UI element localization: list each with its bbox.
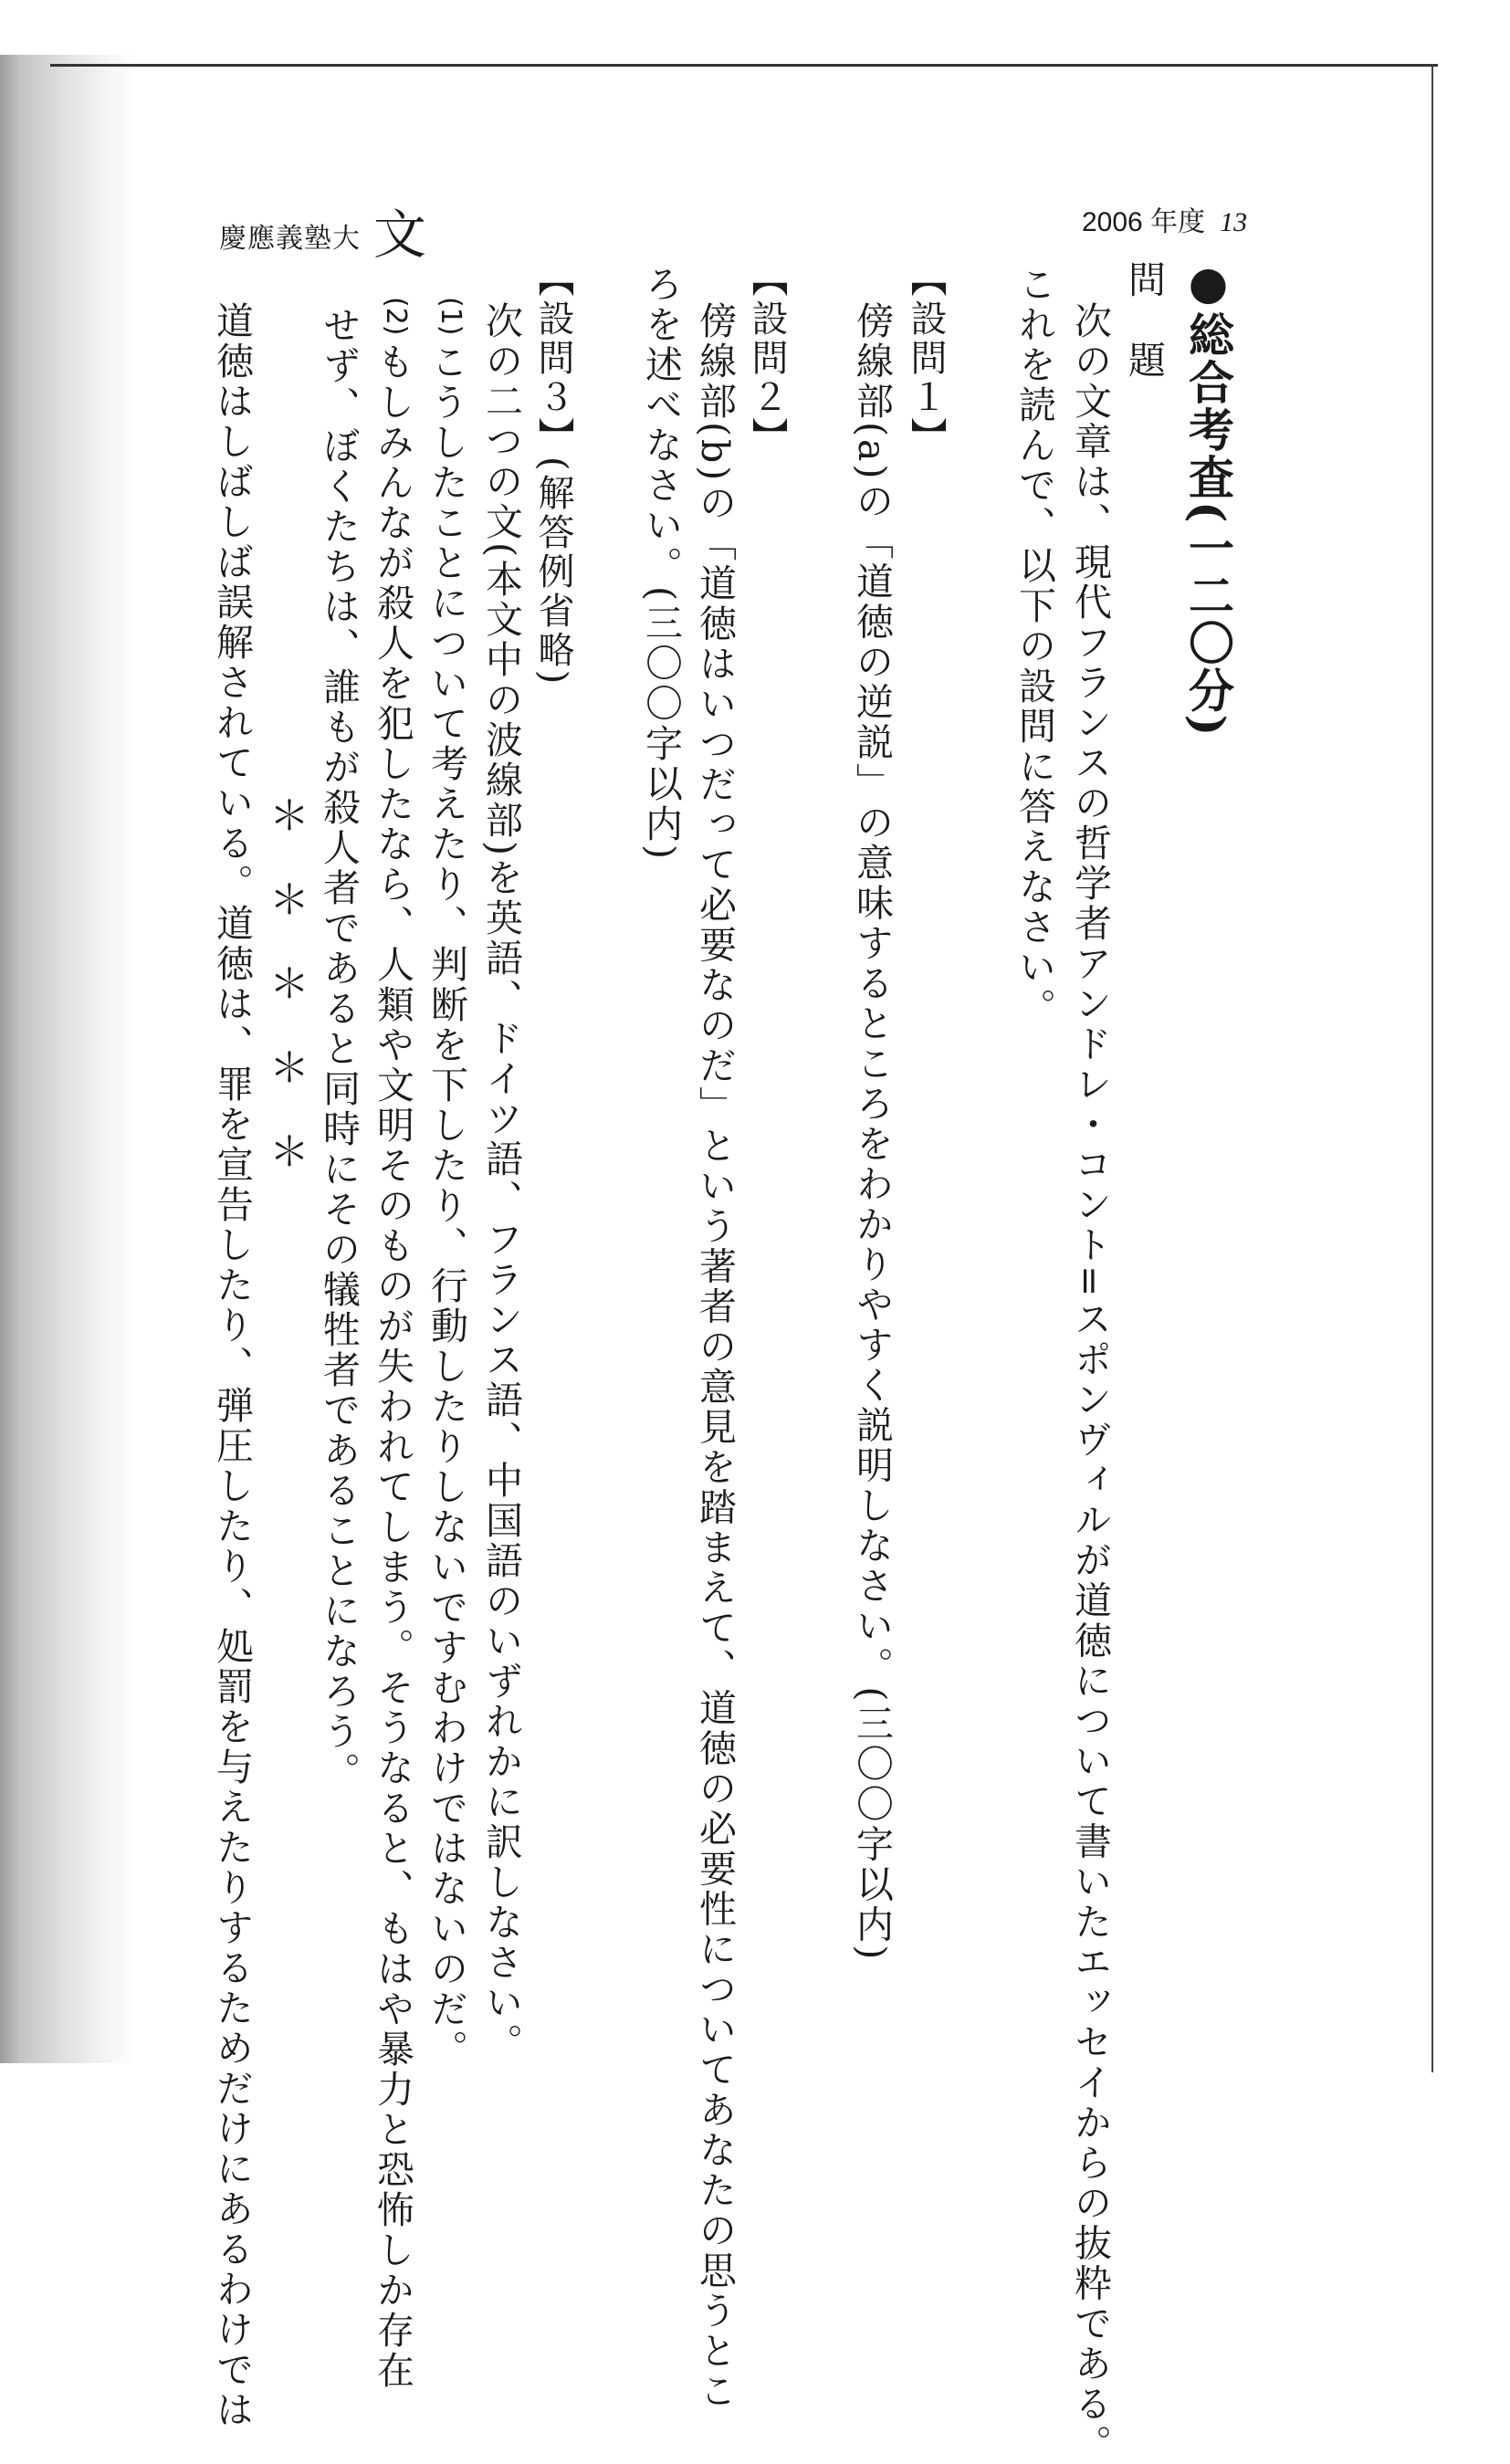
question-3-instruction: 次の二つの文(本文中の波線部)を英語、ドイツ語、フランス語、中国語のいずれかに訳しなさい。 xyxy=(479,301,523,2063)
question-2-text-line-2: ろを述べなさい。(三〇〇字以内) xyxy=(639,265,683,862)
page-frame-top xyxy=(50,64,1438,67)
question-1-label: 【設問１】 xyxy=(905,260,947,456)
question-3-label: 【設問３】(解答例省略) xyxy=(532,260,574,687)
problem-label: 問 題 xyxy=(1122,260,1166,381)
intro-line-1: 次の文章は、現代フランスの哲学者アンドレ・コント=スポンヴィルが道徳について書いたエッセイからの抜粋である。 xyxy=(1068,301,1112,2464)
intro-line-2: これを読んで、以下の設問に答えなさい。 xyxy=(1012,265,1056,1028)
question-2-text-line-1: 傍線部(b)の「道徳はいつだって必要なのだ」という著者の意見を踏まえて、道徳の必要性についてあなたの思うとこ xyxy=(693,301,737,2412)
question-2-label: 【設問２】 xyxy=(746,260,788,456)
passage-line-1: 道徳はしばしば誤解されている。道徳は、罪を宣告したり、弾圧したり、処罰を与えたりするためだけにあるわけでは xyxy=(210,301,254,2430)
sentence-1-text: こうしたことについて考えたり、判断を下したり、行動したりしないですむわけではないのだ。 xyxy=(425,342,468,2070)
subject-name: 文 xyxy=(373,204,428,266)
exam-title: ●総合考査(一二〇分) xyxy=(1181,256,1235,739)
page-frame-right xyxy=(1431,64,1433,2072)
sentence-2-marker: (2) xyxy=(380,297,412,336)
sentence-1-marker: (1) xyxy=(435,297,467,336)
university-name: 慶應義塾大 xyxy=(219,223,361,255)
section-separator: ＊＊＊＊＊ xyxy=(262,794,309,1214)
question-1-text: 傍線部(a)の「道徳の逆説」の意味するところをわかりやすく説明しなさい。(三〇〇字以内) xyxy=(850,301,894,1963)
scan-shadow xyxy=(0,55,137,2063)
running-header-left xyxy=(219,192,427,268)
sentence-2-text-line-1: もしみんなが殺人を犯したなら、人類や文明そのものが失われてしまう。そうなると、もはや暴力と恐怖しか存在 xyxy=(371,342,414,2391)
running-header-right xyxy=(1082,199,1247,239)
sentence-2-text-line-2: せず、ぼくたちは、誰もが殺人者であると同時にその犠牲者であることになろう。 xyxy=(317,306,361,1792)
page-number: 13 xyxy=(1220,207,1248,237)
exam-year: 2006 年度 xyxy=(1082,207,1206,237)
